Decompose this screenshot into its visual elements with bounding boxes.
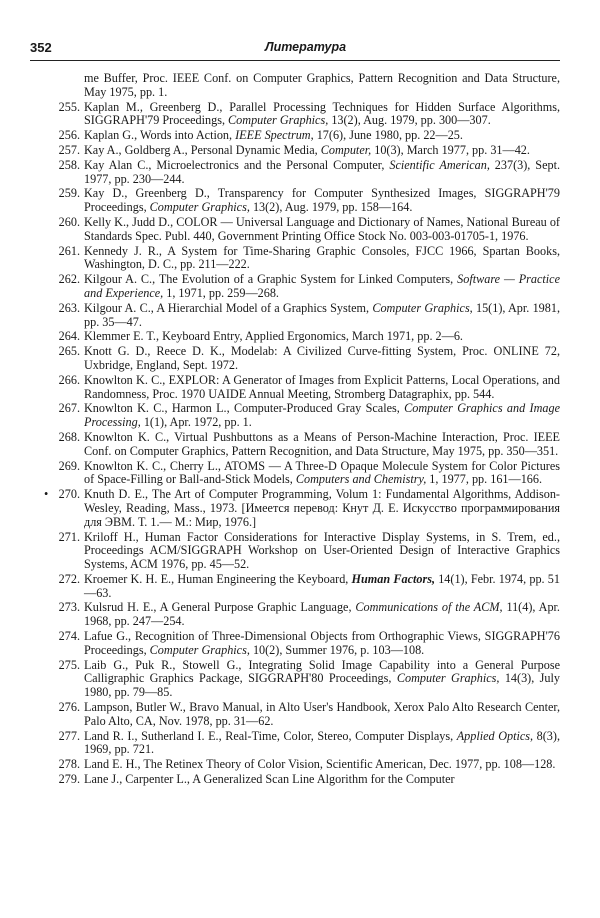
reference-journal: Computer Graphics, — [228, 113, 329, 128]
reference-number: 258. — [58, 157, 80, 172]
reference-number: 269. — [58, 458, 80, 473]
reference-entry — [0, 374, 560, 402]
reference-text: 13(2), Aug. 1979, pp. 300—307. — [328, 113, 491, 128]
reference-number: 271. — [58, 529, 80, 544]
reference-text: Laib G., Puk R., Stowell G., Integrating Solid Image Capability into a General Purpose Calligraphic Graphics Package, SIGGRAPH'80 Proceedings, — [84, 657, 560, 686]
reference-journal: IEEE Spectrum, — [235, 128, 314, 143]
reference-entry — [0, 330, 560, 344]
reference-number: 266. — [58, 372, 80, 387]
reference-text: 10(3), March 1977, pp. 31—42. — [371, 142, 530, 157]
page-header — [30, 40, 560, 61]
reference-entry — [0, 216, 560, 244]
reference-text: 8(3), 1969, pp. 721. — [84, 728, 560, 757]
reference-text: 13(2), Aug. 1979, pp. 158—164. — [249, 200, 413, 215]
running-title: Литература — [265, 40, 347, 54]
reference-text: 1, 1977, pp. 161—166. — [426, 472, 543, 487]
reference-text: Knowlton K. C., Virtual Pushbuttons as a Means of Person-Machine Interaction, Proc. IEEE Conf. on Computer Graphics, Pattern Recognition, and Data Structure, May 1975, pp. 350—351. — [84, 429, 560, 458]
reference-journal: Computer Graphics, — [396, 671, 500, 686]
reference-text: Kilgour A. C., The Evolution of a Graphic System for Linked Computers, — [84, 272, 458, 287]
reference-journal: Computer Graphics and Image Processing, — [84, 401, 560, 430]
reference-entry — [0, 488, 560, 529]
reference-number: 256. — [58, 128, 80, 143]
reference-journal: Human Factors, — [351, 571, 435, 586]
reference-text: Knowlton K. C., Harmon L., Computer-Produced Gray Scales, — [84, 401, 405, 416]
reference-list — [0, 72, 560, 788]
reference-entry — [0, 187, 560, 215]
reference-text: me Buffer, Proc. IEEE Conf. on Computer Graphics, Pattern Recognition and Data Structure, May 1975, pp. 1. — [84, 71, 560, 99]
reference-entry — [0, 245, 560, 273]
reference-entry — [0, 573, 560, 601]
reference-text: Kay Alan C., Microelectronics and the Personal Computer, — [84, 157, 390, 172]
page-number: 352 — [30, 40, 52, 55]
reference-text: Kelly K., Judd D., COLOR — Universal Language and Dictionary of Names, National Bureau of Standards Spec. Publ. 440, Government Printing Office Stock No. 003-003-01705-1, 1976. — [84, 214, 560, 243]
reference-number: 274. — [58, 629, 80, 644]
reference-text: 1, 1971, pp. 259—268. — [163, 285, 279, 300]
reference-entry — [0, 460, 560, 488]
reference-entry — [0, 431, 560, 459]
reference-text: Lampson, Butler W., Bravo Manual, in Alto User's Handbook, Xerox Palo Alto Research Center, Palo Alto, CA, Nov. 1978, pp. 31—62. — [84, 700, 560, 728]
reference-text: Kay D., Greenberg D., Transparency for Computer Synthesized Images, SIGGRAPH'79 Proceedings, — [84, 186, 560, 215]
reference-journal: Computer Graphics, — [149, 642, 250, 657]
reference-number: 255. — [58, 99, 80, 114]
reference-number: 257. — [58, 142, 80, 157]
reference-entry — [0, 345, 560, 373]
reference-entry — [0, 129, 560, 143]
reference-number: 267. — [58, 401, 80, 416]
reference-text: 14(3), July 1980, pp. 79—85. — [84, 671, 561, 700]
reference-number: 265. — [58, 344, 80, 359]
reference-number: 261. — [58, 243, 80, 258]
reference-number: 277. — [58, 728, 80, 743]
reference-text: Knowlton K. C., EXPLOR: A Generator of Images from Explicit Patterns, Local Operations, and Randomness, Proc. 1970 UAIDE Annual Meeting, Stromberg Datagraphix, pp. 544. — [84, 372, 560, 401]
reference-entry — [0, 701, 560, 729]
reference-text: Knuth D. E., The Art of Computer Programming, Volum 1: Fundamental Algorithms, Addison-Wesley, Reading, Mass., 1973. [Имеется перевод: Кнут Д. Е. Искусство программирования для ЭВМ. Т. 1.— М.: Мир, 1976.] — [84, 487, 560, 529]
reference-journal: Computer Graphics, — [149, 200, 250, 215]
reference-entry — [0, 773, 560, 787]
reference-entry — [0, 402, 560, 430]
reference-entry — [0, 601, 560, 629]
reference-entry — [0, 758, 560, 772]
reference-entry — [0, 302, 560, 330]
reference-entry — [0, 144, 560, 158]
reference-journal: Scientific American, — [389, 157, 490, 172]
reference-text: 1(1), Apr. 1972, pp. 1. — [140, 415, 252, 430]
reference-text: Kroemer K. H. E., Human Engineering the Keyboard, — [84, 571, 352, 586]
reference-text: Kulsrud H. E., A General Purpose Graphic Language, — [84, 600, 356, 615]
reference-text: Kaplan M., Greenberg D., Parallel Processing Techniques for Hidden Surface Algorithms, SIGGRAPH'79 Proceedings, — [84, 99, 560, 128]
reference-text: Klemmer E. T., Keyboard Entry, Applied Ergonomics, March 1971, pp. 2—6. — [84, 329, 463, 344]
reference-number: 275. — [58, 657, 80, 672]
reference-text: 11(4), Apr. 1968, pp. 247—254. — [84, 600, 560, 629]
reference-number: 272. — [58, 571, 80, 586]
reference-text: Kay A., Goldberg A., Personal Dynamic Media, — [84, 142, 321, 157]
reference-journal: Computer, — [320, 142, 372, 157]
reference-number: 278. — [58, 757, 80, 772]
reference-number: 264. — [58, 329, 80, 344]
reference-journal: Applied Optics, — [456, 728, 534, 743]
reference-text: Kaplan G., Words into Action, — [84, 128, 236, 143]
reference-text: Kilgour A. C., A Hierarchial Model of a Graphics System, — [84, 300, 373, 315]
reference-entry — [0, 730, 560, 758]
reference-text: Kriloff H., Human Factor Considerations for Interactive Display Systems, in S. Trem, ed., Proceedings ACM/SIGGRAPH Workshop on User-Oriented Design of Interactive Graphics Systems, ACM 1976, pp. 45—52. — [84, 529, 560, 572]
reference-entry — [0, 159, 560, 187]
reference-number: 260. — [58, 214, 80, 229]
reference-text: 17(6), June 1980, pp. 22—25. — [313, 128, 463, 143]
reference-entry — [0, 72, 560, 100]
reference-number: 273. — [58, 600, 80, 615]
reference-number: 276. — [58, 700, 80, 715]
reference-text: Land E. H., The Retinex Theory of Color Vision, Scientific American, Dec. 1977, pp. 108—128. — [84, 757, 556, 772]
reference-text: 10(2), Summer 1976, p. 103—108. — [249, 642, 425, 657]
reference-text: 15(1), Apr. 1981, pp. 35—47. — [84, 300, 560, 329]
reference-text: Lafue G., Recognition of Three-Dimensional Objects from Orthographic Views, SIGGRAPH'76 Proceedings, — [84, 629, 560, 657]
reference-journal: Software — Practice and Experience, — [84, 272, 560, 300]
reference-number: 262. — [58, 272, 80, 287]
bullet-marker: • — [44, 487, 49, 502]
reference-number: 263. — [58, 300, 80, 315]
reference-text: 237(3), Sept. 1977, pp. 230—244. — [84, 157, 561, 186]
reference-number: 268. — [58, 429, 80, 444]
reference-journal: Communications of the ACM, — [355, 600, 503, 615]
reference-text: Knowlton K. C., Cherry L., ATOMS — A Three-D Opaque Molecule System for Color Pictures of Space-Filling or Ball-and-Stick Models, — [84, 458, 560, 487]
reference-entry — [0, 630, 560, 658]
reference-text: Knott G. D., Reece D. K., Modelab: A Civilized Curve-fitting System, Proc. ONLINE 72, Uxbridge, England, Sept. 1972. — [84, 344, 560, 372]
reference-number: 259. — [58, 186, 80, 201]
reference-entry — [0, 531, 560, 572]
reference-number: 279. — [58, 772, 80, 787]
reference-journal: Computers and Chemistry, — [295, 472, 427, 487]
reference-journal: Computer Graphics, — [372, 300, 473, 315]
reference-text: Kennedy J. R., A System for Time-Sharing Graphic Consoles, FJCC 1966, Spartan Books, Washington, D. C., pp. 211—222. — [84, 243, 560, 272]
reference-entry — [0, 659, 560, 700]
reference-entry — [0, 101, 560, 129]
reference-entry — [0, 273, 560, 301]
reference-number: 270. — [58, 487, 80, 502]
reference-text: 14(1), Febr. 1974, pp. 51—63. — [84, 571, 560, 600]
reference-text: Land R. I., Sutherland I. E., Real-Time, Color, Stereo, Computer Displays, — [84, 728, 457, 743]
reference-text: Lane J., Carpenter L., A Generalized Scan Line Algorithm for the Computer — [84, 772, 455, 787]
